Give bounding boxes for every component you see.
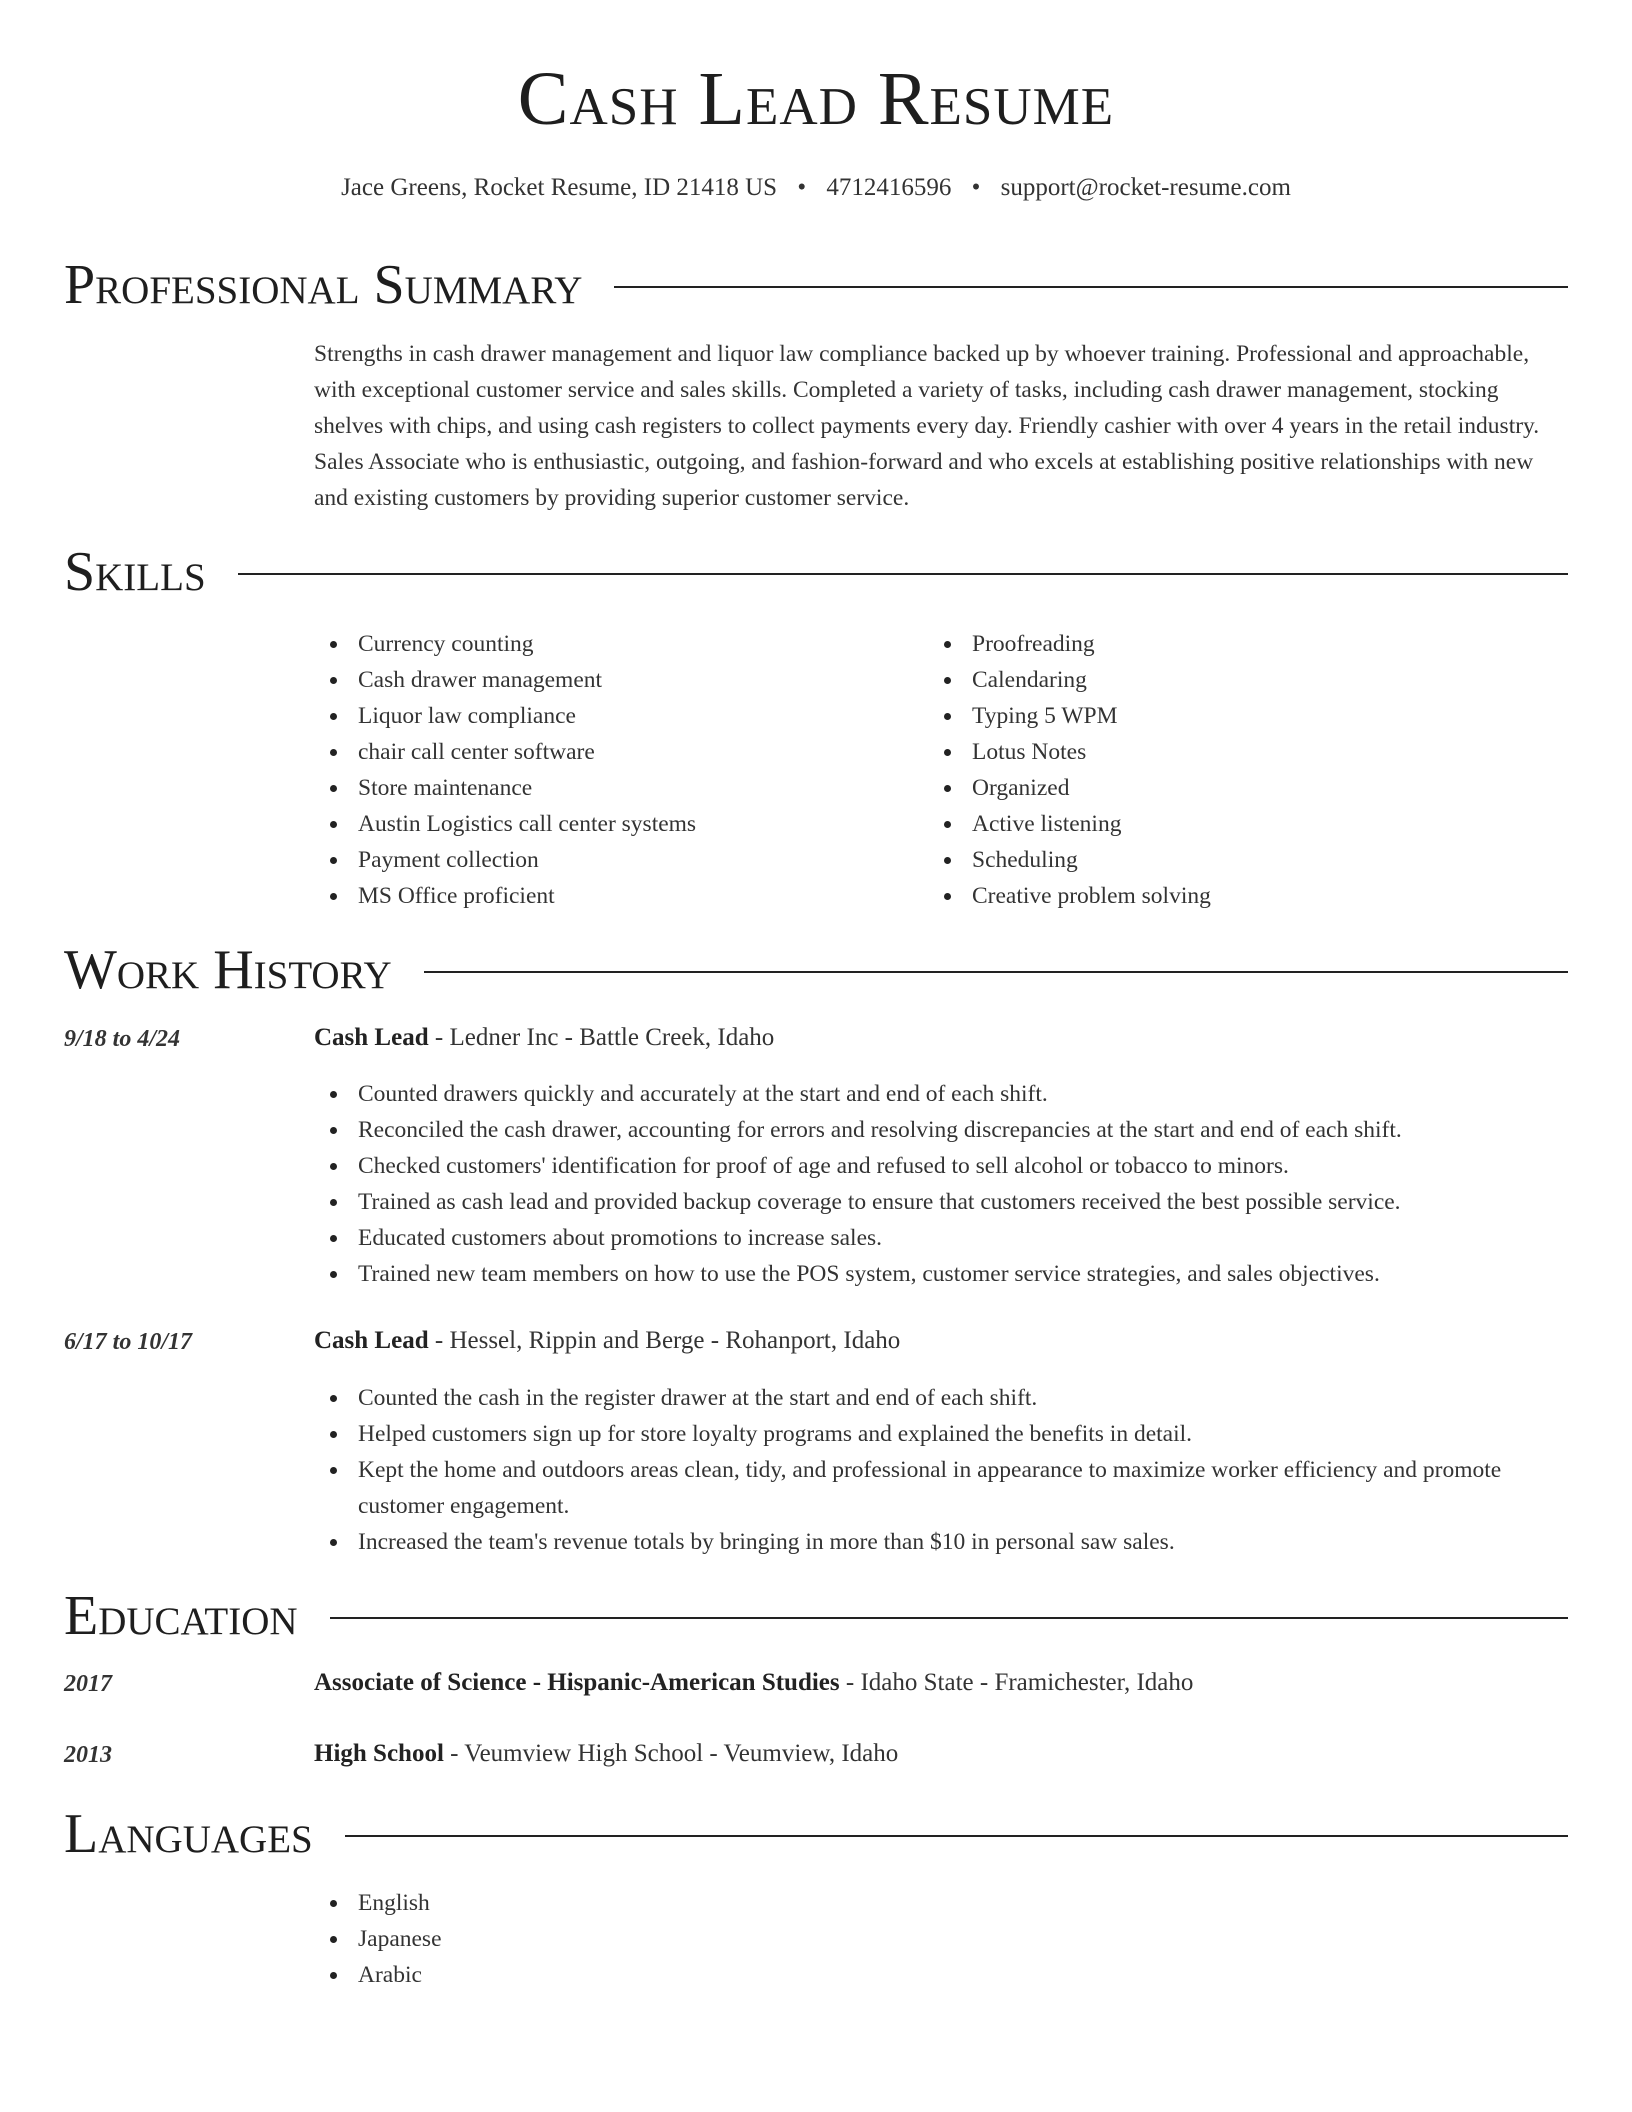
job-duty: Counted drawers quickly and accurately at the start and end of each shift. <box>314 1076 1568 1112</box>
job-duty: Reconciled the cash drawer, accounting for errors and resolving discrepancies at the start and end of each shift. <box>314 1112 1568 1148</box>
job-duties-list <box>314 1076 1568 1292</box>
languages-section-header <box>64 1803 1568 1865</box>
skills-heading: Skills <box>64 541 206 603</box>
job-heading <box>314 1327 900 1355</box>
language-item: English <box>314 1885 914 1921</box>
skill-item: Currency counting <box>314 626 914 662</box>
job-duties-list <box>314 1380 1568 1560</box>
language-item: Arabic <box>314 1957 914 1993</box>
job-dates: 6/17 to 10/17 <box>64 1329 193 1355</box>
job-employer: - Ledner Inc - Battle Creek, Idaho <box>428 1024 775 1051</box>
job-heading <box>314 1024 774 1052</box>
education-heading: Education <box>64 1585 298 1647</box>
skill-item: Organized <box>928 770 1528 806</box>
skill-item: MS Office proficient <box>314 878 914 914</box>
skill-item: Typing 5 WPM <box>928 698 1528 734</box>
job-duty: Kept the home and outdoors areas clean, tidy, and professional in appearance to maximize worker efficiency and promote customer engagement. <box>314 1452 1568 1524</box>
education-degree: Associate of Science - Hispanic-American Studies <box>314 1669 840 1696</box>
job-duty: Helped customers sign up for store loyalty programs and explained the benefits in detail. <box>314 1416 1568 1452</box>
job-title: Cash Lead <box>314 1024 429 1051</box>
job-duty: Counted the cash in the register drawer at the start and end of each shift. <box>314 1380 1568 1416</box>
skill-item: Lotus Notes <box>928 734 1528 770</box>
skill-item: Store maintenance <box>314 770 914 806</box>
skill-item: Creative problem solving <box>928 878 1528 914</box>
contact-separator: • <box>797 174 807 201</box>
contact-address: Jace Greens, Rocket Resume, ID 21418 US <box>341 174 778 201</box>
skill-item: Cash drawer management <box>314 662 914 698</box>
work-heading: Work History <box>64 939 392 1001</box>
contact-phone: 4712416596 <box>826 174 952 201</box>
education-year: 2013 <box>64 1742 112 1768</box>
skills-list-right <box>928 626 1528 914</box>
contact-line <box>0 172 1632 205</box>
section-divider <box>614 286 1568 288</box>
skill-item: Proofreading <box>928 626 1528 662</box>
job-duty: Trained as cash lead and provided backup coverage to ensure that customers received the best possible service. <box>314 1184 1568 1220</box>
skill-item: Calendaring <box>928 662 1528 698</box>
section-divider <box>330 1617 1568 1619</box>
skill-item: Austin Logistics call center systems <box>314 806 914 842</box>
education-section-header <box>64 1585 1568 1647</box>
education-school: - Veumview High School - Veumview, Idaho <box>443 1740 899 1767</box>
job-duty: Checked customers' identification for proof of age and refused to sell alcohol or tobacco to minors. <box>314 1148 1568 1184</box>
education-school: - Idaho State - Framichester, Idaho <box>839 1669 1194 1696</box>
skill-item: Payment collection <box>314 842 914 878</box>
language-item: Japanese <box>314 1921 914 1957</box>
section-divider <box>424 971 1568 973</box>
job-employer: - Hessel, Rippin and Berge - Rohanport, Idaho <box>428 1327 901 1354</box>
job-duty: Trained new team members on how to use the POS system, customer service strategies, and sales objectives. <box>314 1256 1568 1292</box>
contact-separator: • <box>971 174 981 201</box>
job-duty: Increased the team's revenue totals by bringing in more than $10 in personal saw sales. <box>314 1524 1568 1560</box>
education-year: 2017 <box>64 1671 112 1697</box>
skills-section-header <box>64 541 1568 603</box>
education-degree: High School <box>314 1740 444 1767</box>
job-duty: Educated customers about promotions to increase sales. <box>314 1220 1568 1256</box>
skills-list-left <box>314 626 914 914</box>
summary-section-header <box>64 254 1568 316</box>
job-title: Cash Lead <box>314 1327 429 1354</box>
section-divider <box>345 1835 1568 1837</box>
skill-item: Liquor law compliance <box>314 698 914 734</box>
summary-text: Strengths in cash drawer management and liquor law compliance backed up by whoever training. Professional and approachable, with exceptional customer service and sales skills. Completed a variety of tasks, including cash drawer management, stocking shelves with chips, and using cash registers to collect payments every day. Friendly cashier with over 4 years in the retail industry. Sales Associate who is enthusiastic, outgoing, and fashion-forward and who excels at establishing positive relationships with new and existing customers by providing superior customer service. <box>314 341 1540 511</box>
skill-item: Active listening <box>928 806 1528 842</box>
skill-item: Scheduling <box>928 842 1528 878</box>
languages-list <box>314 1885 914 1993</box>
languages-heading: Languages <box>64 1803 313 1865</box>
section-divider <box>238 573 1568 575</box>
job-dates: 9/18 to 4/24 <box>64 1026 181 1052</box>
skill-item: chair call center software <box>314 734 914 770</box>
contact-email: support@rocket-resume.com <box>1000 174 1291 201</box>
education-entry <box>314 1740 898 1768</box>
summary-heading: Professional Summary <box>64 254 583 316</box>
education-entry <box>314 1669 1193 1697</box>
work-section-header <box>64 939 1568 1001</box>
page-title: Cash Lead Resume <box>517 57 1115 141</box>
